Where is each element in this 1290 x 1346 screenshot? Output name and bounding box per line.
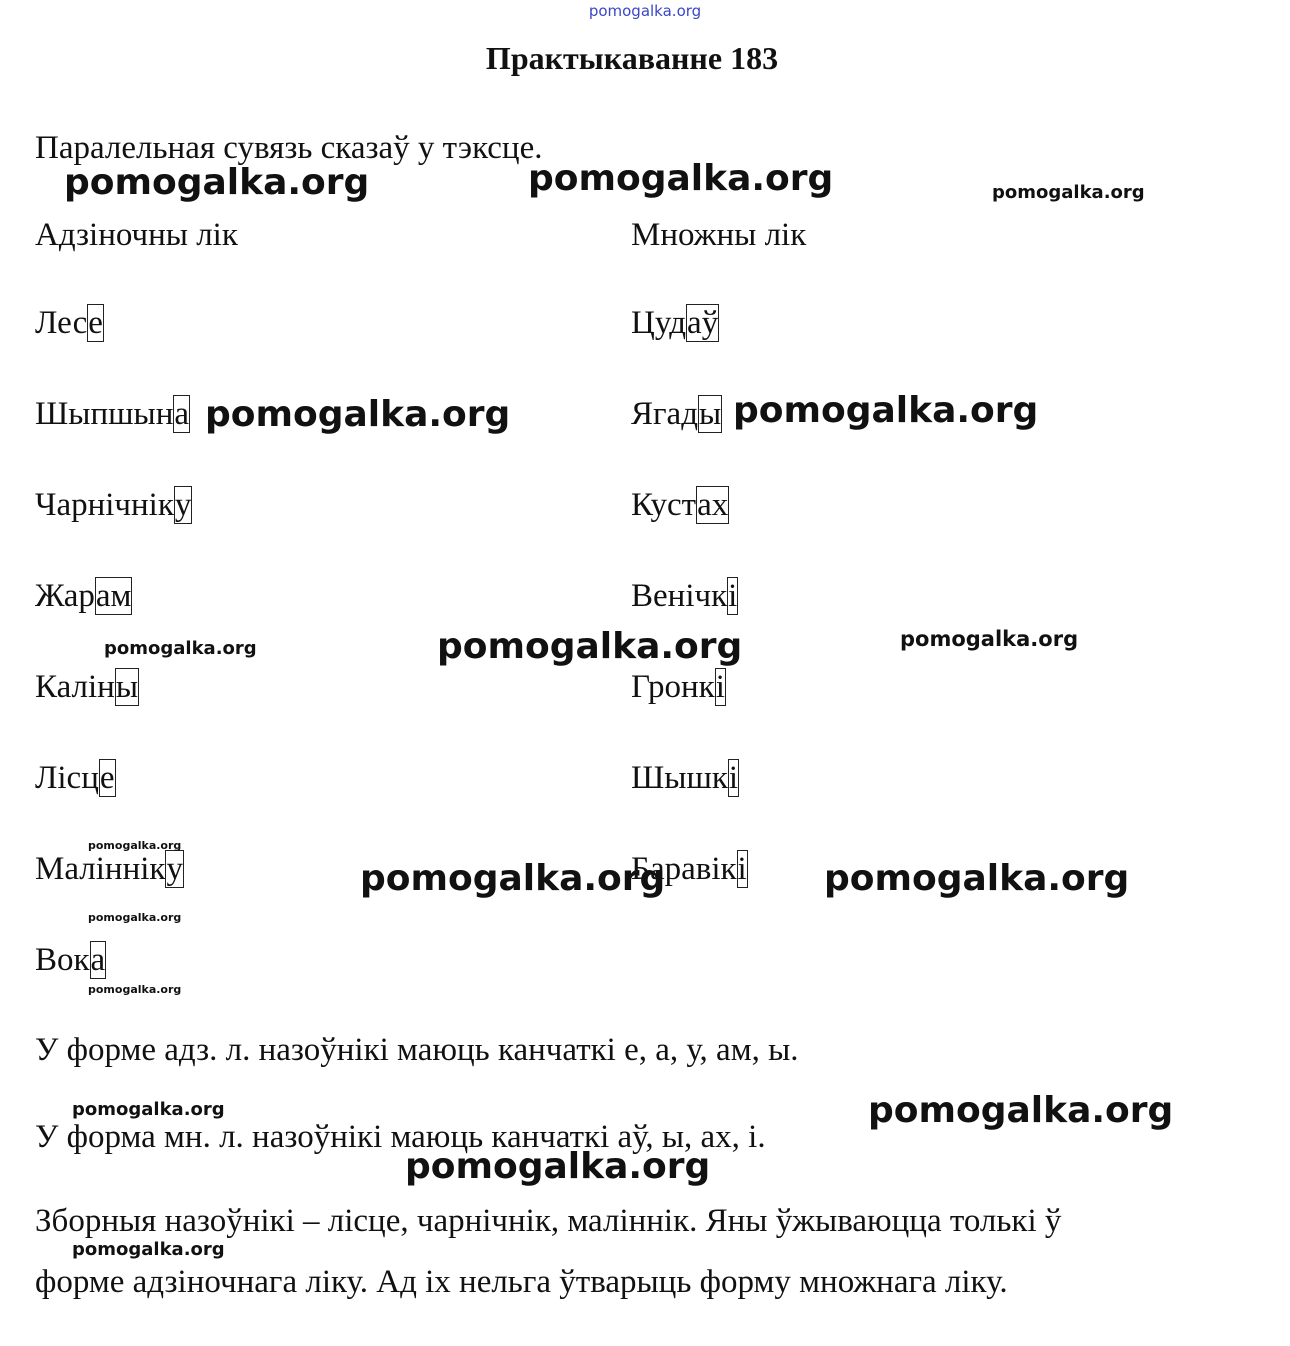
watermark: pomogalka.org [104,638,257,659]
watermark: pomogalka.org [528,158,834,199]
plural-word: Баравікі [631,851,747,887]
intro-text: Паралельная сувязь сказаў у тэксце. [35,130,543,166]
singular-word: Жарам [35,578,132,614]
conclusion-line: У форма мн. л. назоўнікі маюць канчаткі аў, ы, ах, і. [35,1119,766,1155]
watermark: pomogalka.org [88,911,182,924]
ending-box: ам [95,578,132,614]
plural-header: Множны лік [631,217,807,253]
watermark: pomogalka.org [205,394,511,435]
plural-word: Кустах [631,487,729,523]
singular-header: Адзіночны лік [35,217,238,253]
ending-box: і [728,578,738,614]
ending-box: і [737,851,747,887]
singular-word: Каліны [35,669,138,705]
ending-box: ы [115,669,138,705]
watermark: pomogalka.org [360,858,666,899]
singular-word: Шыпшына [35,396,190,432]
singular-word: Лісце [35,760,115,796]
singular-word: Вока [35,942,106,978]
watermark: pomogalka.org [733,390,1039,431]
page-title: Практыкаванне 183 [485,40,779,76]
ending-box: і [715,669,725,705]
ending-box: у [174,487,192,523]
conclusion-line: форме адзіночнага ліку. Ад іх нельга ўтварыць форму множнага ліку. [35,1264,1008,1300]
watermark: pomogalka.org [437,626,743,667]
watermark: pomogalka.org [72,1099,225,1120]
watermark: pomogalka.org [72,1239,225,1260]
singular-word: Малінніку [35,851,183,887]
conclusion-line: Зборныя назоўнікі – лісце, чарнічнік, маліннік. Яны ўжываюцца толькі ў [35,1203,1062,1239]
ending-box: а [174,396,190,432]
plural-word: Венічкі [631,578,738,614]
plural-word: Ягады [631,396,722,432]
top-watermark: pomogalka.org [588,2,702,20]
ending-box: аў [687,305,719,341]
conclusion-line: У форме адз. л. назоўнікі маюць канчаткі е, а, у, ам, ы. [35,1032,799,1068]
ending-box: е [99,760,115,796]
singular-word: Чарнічніку [35,487,192,523]
watermark: pomogalka.org [900,627,1079,651]
watermark: pomogalka.org [868,1090,1174,1131]
ending-box: а [90,942,106,978]
ending-box: у [166,851,183,887]
watermark: pomogalka.org [405,1146,711,1187]
ending-box: ах [697,487,729,523]
plural-word: Шышкі [631,760,739,796]
ending-box: і [728,760,739,796]
singular-word: Лесе [35,305,103,341]
watermark: pomogalka.org [824,858,1130,899]
watermark: pomogalka.org [88,839,182,852]
watermark: pomogalka.org [64,162,370,203]
watermark: pomogalka.org [992,182,1145,203]
watermark: pomogalka.org [88,983,182,996]
ending-box: е [88,305,103,341]
plural-word: Цудаў [631,305,719,341]
plural-word: Гронкі [631,669,725,705]
ending-box: ы [698,396,722,432]
